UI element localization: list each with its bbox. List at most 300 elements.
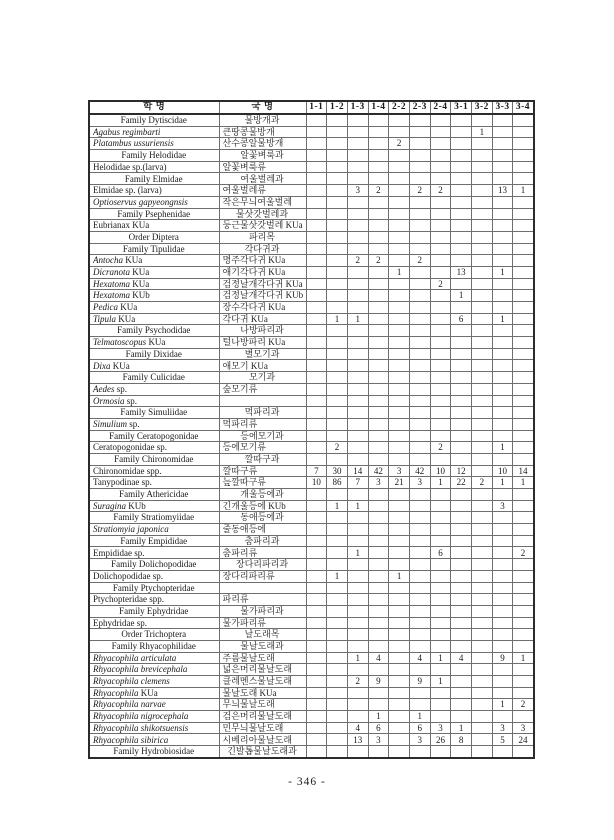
abundance-cell	[472, 664, 493, 676]
table-row	[89, 535, 534, 547]
abundance-cell	[409, 605, 430, 617]
table-row	[89, 266, 534, 278]
abundance-cell	[409, 360, 430, 372]
abundance-cell	[451, 278, 472, 290]
abundance-cell	[347, 325, 368, 337]
abundance-cell	[472, 570, 493, 582]
abundance-cell	[347, 453, 368, 465]
abundance-cell	[409, 395, 430, 407]
korean-name-cell: 검정날개각다귀 KUa	[219, 278, 306, 290]
abundance-cell	[472, 173, 493, 185]
scientific-name-cell: Rhyacophila clemens	[89, 676, 219, 688]
abundance-cell	[451, 360, 472, 372]
abundance-cell	[451, 348, 472, 360]
abundance-cell	[389, 640, 410, 652]
scientific-name-cell: Family Hydrobiosidae	[89, 746, 219, 758]
abundance-cell	[368, 594, 389, 606]
abundance-cell	[347, 348, 368, 360]
abundance-cell	[389, 547, 410, 559]
abundance-cell	[306, 185, 327, 197]
table-row	[89, 208, 534, 220]
abundance-cell	[368, 407, 389, 419]
abundance-cell	[513, 664, 534, 676]
abundance-cell	[306, 605, 327, 617]
abundance-cell	[430, 150, 451, 162]
abundance-cell	[409, 337, 430, 349]
abundance-cell	[368, 699, 389, 711]
abundance-cell	[306, 360, 327, 372]
table-row	[89, 734, 534, 746]
table-row	[89, 699, 534, 711]
korean-name-cell: 각다귀과	[219, 243, 306, 255]
abundance-cell	[347, 605, 368, 617]
abundance-cell	[368, 138, 389, 150]
scientific-name-cell: Family Dixidae	[89, 348, 219, 360]
abundance-cell	[430, 418, 451, 430]
abundance-cell	[389, 489, 410, 501]
table-row	[89, 290, 534, 302]
abundance-cell: 1	[492, 313, 513, 325]
abundance-cell	[368, 360, 389, 372]
abundance-cell	[409, 594, 430, 606]
korean-name-cell	[219, 395, 306, 407]
abundance-cell	[327, 395, 348, 407]
abundance-cell	[513, 395, 534, 407]
korean-name-cell: 애모기 KUa	[219, 360, 306, 372]
abundance-cell: 21	[389, 477, 410, 489]
abundance-cell	[451, 255, 472, 267]
abundance-cell	[451, 559, 472, 571]
abundance-cell	[492, 138, 513, 150]
abundance-cell	[368, 629, 389, 641]
abundance-cell	[492, 150, 513, 162]
abundance-cell	[389, 605, 410, 617]
abundance-cell	[472, 617, 493, 629]
table-row	[89, 302, 534, 314]
abundance-cell	[472, 395, 493, 407]
abundance-cell	[513, 372, 534, 384]
abundance-cell: 1	[347, 652, 368, 664]
scientific-name-cell: Aedes sp.	[89, 383, 219, 395]
table-row	[89, 465, 534, 477]
korean-name-cell: 나방파리과	[219, 325, 306, 337]
abundance-cell	[389, 302, 410, 314]
abundance-cell	[306, 325, 327, 337]
abundance-cell	[430, 407, 451, 419]
abundance-cell	[513, 383, 534, 395]
abundance-cell	[327, 360, 348, 372]
abundance-cell	[430, 114, 451, 126]
abundance-cell	[430, 640, 451, 652]
abundance-cell	[306, 220, 327, 232]
abundance-cell: 1	[430, 652, 451, 664]
abundance-cell	[430, 266, 451, 278]
abundance-cell	[430, 325, 451, 337]
abundance-cell	[347, 524, 368, 536]
abundance-cell	[389, 711, 410, 723]
table-row	[89, 313, 534, 325]
abundance-cell	[472, 278, 493, 290]
abundance-cell	[347, 278, 368, 290]
abundance-cell	[347, 243, 368, 255]
abundance-cell	[327, 594, 348, 606]
abundance-cell	[472, 594, 493, 606]
table-row	[89, 255, 534, 267]
abundance-cell	[472, 629, 493, 641]
abundance-cell	[389, 372, 410, 384]
abundance-cell	[513, 255, 534, 267]
abundance-cell: 1	[451, 722, 472, 734]
abundance-cell	[306, 383, 327, 395]
abundance-cell: 12	[451, 465, 472, 477]
abundance-cell	[513, 173, 534, 185]
abundance-cell	[409, 196, 430, 208]
site-column-header: 2-4	[430, 101, 451, 114]
abundance-cell	[368, 570, 389, 582]
abundance-cell	[472, 138, 493, 150]
abundance-cell	[306, 746, 327, 758]
abundance-cell	[409, 173, 430, 185]
table-row	[89, 640, 534, 652]
abundance-cell	[368, 196, 389, 208]
abundance-cell	[306, 453, 327, 465]
abundance-cell	[347, 746, 368, 758]
abundance-cell: 2	[347, 255, 368, 267]
abundance-cell	[472, 746, 493, 758]
korean-name-cell: 깔따구과	[219, 453, 306, 465]
abundance-cell	[306, 418, 327, 430]
scientific-name-cell: Agabus regimbarti	[89, 126, 219, 138]
abundance-cell: 1	[327, 570, 348, 582]
abundance-cell	[368, 442, 389, 454]
korean-name-cell: 장수각다귀 KUa	[219, 302, 306, 314]
abundance-cell	[389, 500, 410, 512]
abundance-cell	[430, 138, 451, 150]
abundance-cell: 7	[306, 465, 327, 477]
abundance-cell	[451, 664, 472, 676]
abundance-cell	[430, 372, 451, 384]
table-row	[89, 114, 534, 126]
abundance-cell	[472, 582, 493, 594]
korean-name-cell: 물가파리과	[219, 605, 306, 617]
abundance-cell	[347, 126, 368, 138]
abundance-cell	[409, 500, 430, 512]
abundance-cell	[451, 185, 472, 197]
abundance-cell	[409, 746, 430, 758]
abundance-cell: 22	[451, 477, 472, 489]
abundance-cell: 1	[327, 500, 348, 512]
abundance-cell	[409, 640, 430, 652]
abundance-cell: 2	[368, 255, 389, 267]
abundance-cell	[472, 360, 493, 372]
korean-name-cell: 주름물날도래	[219, 652, 306, 664]
abundance-cell	[306, 208, 327, 220]
abundance-cell	[327, 290, 348, 302]
abundance-cell	[492, 629, 513, 641]
abundance-cell	[513, 570, 534, 582]
abundance-cell	[409, 430, 430, 442]
abundance-cell	[430, 208, 451, 220]
scientific-name-cell: Tipula KUa	[89, 313, 219, 325]
abundance-cell	[409, 348, 430, 360]
abundance-cell	[472, 231, 493, 243]
korean-name-cell: 여울벌레과	[219, 173, 306, 185]
abundance-cell: 6	[451, 313, 472, 325]
abundance-cell	[368, 220, 389, 232]
abundance-cell	[492, 278, 513, 290]
abundance-cell	[327, 126, 348, 138]
abundance-cell: 1	[513, 652, 534, 664]
abundance-cell: 13	[347, 734, 368, 746]
abundance-cell	[347, 418, 368, 430]
korean-name-cell: 넓은머리물날도래	[219, 664, 306, 676]
abundance-cell	[451, 524, 472, 536]
table-row	[89, 395, 534, 407]
abundance-cell	[430, 559, 451, 571]
abundance-cell	[368, 617, 389, 629]
abundance-cell: 86	[327, 477, 348, 489]
abundance-cell	[368, 664, 389, 676]
abundance-cell	[409, 243, 430, 255]
korean-name-cell: 물방개과	[219, 114, 306, 126]
abundance-cell	[451, 150, 472, 162]
korean-name-cell: 개울등에과	[219, 489, 306, 501]
abundance-cell	[430, 395, 451, 407]
abundance-cell: 3	[430, 722, 451, 734]
abundance-cell	[347, 699, 368, 711]
abundance-cell	[347, 535, 368, 547]
abundance-cell	[451, 594, 472, 606]
abundance-cell	[389, 699, 410, 711]
abundance-cell	[430, 290, 451, 302]
abundance-cell	[513, 196, 534, 208]
abundance-cell	[409, 114, 430, 126]
abundance-cell: 2	[430, 185, 451, 197]
abundance-cell	[327, 430, 348, 442]
abundance-cell	[513, 161, 534, 173]
abundance-cell	[409, 687, 430, 699]
abundance-cell	[409, 512, 430, 524]
scientific-name-header: 학 명	[89, 101, 219, 114]
scientific-name-cell: Telmatoscopus KUa	[89, 337, 219, 349]
abundance-cell: 4	[347, 722, 368, 734]
abundance-cell: 3	[513, 722, 534, 734]
table-row	[89, 231, 534, 243]
abundance-cell	[451, 418, 472, 430]
abundance-cell	[327, 220, 348, 232]
scientific-name-cell: Chironomidae spp.	[89, 465, 219, 477]
abundance-cell	[306, 173, 327, 185]
abundance-cell: 6	[368, 722, 389, 734]
abundance-cell	[492, 617, 513, 629]
abundance-cell	[389, 348, 410, 360]
abundance-cell	[409, 208, 430, 220]
abundance-cell: 1	[492, 477, 513, 489]
korean-name-cell: 먹파리과	[219, 407, 306, 419]
korean-name-cell: 털나방파리 KUa	[219, 337, 306, 349]
abundance-cell	[430, 360, 451, 372]
abundance-cell	[451, 687, 472, 699]
abundance-cell	[327, 524, 348, 536]
abundance-cell	[513, 500, 534, 512]
abundance-cell	[368, 173, 389, 185]
abundance-cell	[472, 512, 493, 524]
abundance-cell	[492, 337, 513, 349]
abundance-cell	[306, 161, 327, 173]
scientific-name-cell: Dolichopodidae sp.	[89, 570, 219, 582]
abundance-cell	[409, 383, 430, 395]
table-row	[89, 278, 534, 290]
abundance-cell	[492, 524, 513, 536]
abundance-cell	[451, 512, 472, 524]
abundance-cell	[327, 629, 348, 641]
abundance-cell	[513, 711, 534, 723]
abundance-cell	[368, 302, 389, 314]
scientific-name-cell: Hexatoma KUb	[89, 290, 219, 302]
korean-name-cell: 알꽃벼룩류	[219, 161, 306, 173]
abundance-cell: 42	[368, 465, 389, 477]
abundance-cell	[472, 605, 493, 617]
abundance-cell: 2	[430, 442, 451, 454]
scientific-name-cell: Family Elmidae	[89, 173, 219, 185]
abundance-cell	[409, 231, 430, 243]
korean-name-cell: 파리목	[219, 231, 306, 243]
abundance-cell	[513, 489, 534, 501]
abundance-cell	[451, 126, 472, 138]
table-row	[89, 126, 534, 138]
abundance-cell	[451, 699, 472, 711]
abundance-cell	[451, 114, 472, 126]
abundance-cell	[451, 629, 472, 641]
abundance-cell	[389, 395, 410, 407]
abundance-cell: 1	[389, 266, 410, 278]
page-number: - 346 -	[288, 776, 326, 788]
korean-name-cell: 늪깔따구류	[219, 477, 306, 489]
abundance-cell	[389, 442, 410, 454]
abundance-cell	[430, 512, 451, 524]
abundance-cell: 5	[492, 734, 513, 746]
table-row	[89, 196, 534, 208]
abundance-cell: 1	[368, 711, 389, 723]
abundance-cell: 3	[409, 734, 430, 746]
abundance-cell	[306, 196, 327, 208]
abundance-cell	[430, 594, 451, 606]
abundance-cell	[389, 418, 410, 430]
abundance-cell: 13	[492, 185, 513, 197]
abundance-cell: 3	[368, 734, 389, 746]
scientific-name-cell: Family Culicidae	[89, 372, 219, 384]
abundance-cell	[513, 114, 534, 126]
abundance-cell: 1	[347, 547, 368, 559]
abundance-cell	[472, 524, 493, 536]
abundance-cell	[389, 652, 410, 664]
abundance-cell	[347, 114, 368, 126]
table-row	[89, 453, 534, 465]
abundance-cell	[472, 243, 493, 255]
abundance-cell	[389, 208, 410, 220]
abundance-cell	[472, 313, 493, 325]
abundance-cell: 24	[513, 734, 534, 746]
abundance-cell	[513, 746, 534, 758]
abundance-cell	[492, 114, 513, 126]
korean-name-cell: 물날도래 KUa	[219, 687, 306, 699]
korean-name-header: 국 명	[219, 101, 306, 114]
abundance-cell	[472, 430, 493, 442]
abundance-cell	[306, 722, 327, 734]
abundance-cell	[451, 243, 472, 255]
abundance-cell	[492, 746, 513, 758]
table-header	[89, 101, 534, 114]
abundance-cell	[492, 161, 513, 173]
abundance-cell	[306, 629, 327, 641]
abundance-cell	[409, 582, 430, 594]
abundance-cell	[430, 126, 451, 138]
abundance-cell	[389, 582, 410, 594]
table-row	[89, 500, 534, 512]
abundance-cell	[513, 337, 534, 349]
abundance-cell	[347, 161, 368, 173]
abundance-cell	[451, 231, 472, 243]
abundance-cell	[513, 360, 534, 372]
abundance-cell	[492, 395, 513, 407]
table-row	[89, 418, 534, 430]
abundance-cell	[513, 278, 534, 290]
abundance-cell	[492, 231, 513, 243]
korean-name-cell: 동애등에과	[219, 512, 306, 524]
abundance-cell	[472, 372, 493, 384]
abundance-cell	[347, 559, 368, 571]
korean-name-cell: 장다리파리과	[219, 559, 306, 571]
abundance-cell	[306, 255, 327, 267]
abundance-cell	[306, 407, 327, 419]
korean-name-cell: 애기각다귀 KUa	[219, 266, 306, 278]
abundance-cell	[451, 220, 472, 232]
abundance-cell	[472, 150, 493, 162]
abundance-cell: 2	[327, 442, 348, 454]
abundance-cell: 10	[306, 477, 327, 489]
abundance-cell	[513, 594, 534, 606]
scientific-name-cell: Rhyacophila articulata	[89, 652, 219, 664]
abundance-cell	[451, 196, 472, 208]
abundance-cell	[306, 524, 327, 536]
table-row	[89, 383, 534, 395]
abundance-cell	[306, 559, 327, 571]
table-row	[89, 629, 534, 641]
abundance-cell	[368, 687, 389, 699]
abundance-cell	[409, 489, 430, 501]
korean-name-cell: 무늬물날도래	[219, 699, 306, 711]
table-row	[89, 617, 534, 629]
abundance-cell	[409, 161, 430, 173]
abundance-cell	[347, 640, 368, 652]
abundance-cell	[368, 559, 389, 571]
site-column-header: 3-4	[513, 101, 534, 114]
abundance-cell	[492, 383, 513, 395]
abundance-cell	[451, 489, 472, 501]
abundance-cell	[306, 652, 327, 664]
table-row	[89, 161, 534, 173]
abundance-cell	[409, 407, 430, 419]
abundance-cell	[472, 465, 493, 477]
korean-name-cell: 작은무늬여울벌레	[219, 196, 306, 208]
abundance-cell	[327, 138, 348, 150]
abundance-cell	[492, 430, 513, 442]
abundance-cell	[368, 524, 389, 536]
abundance-cell	[492, 676, 513, 688]
abundance-cell	[389, 231, 410, 243]
korean-name-cell: 검은머리물날도래	[219, 711, 306, 723]
abundance-cell	[513, 208, 534, 220]
